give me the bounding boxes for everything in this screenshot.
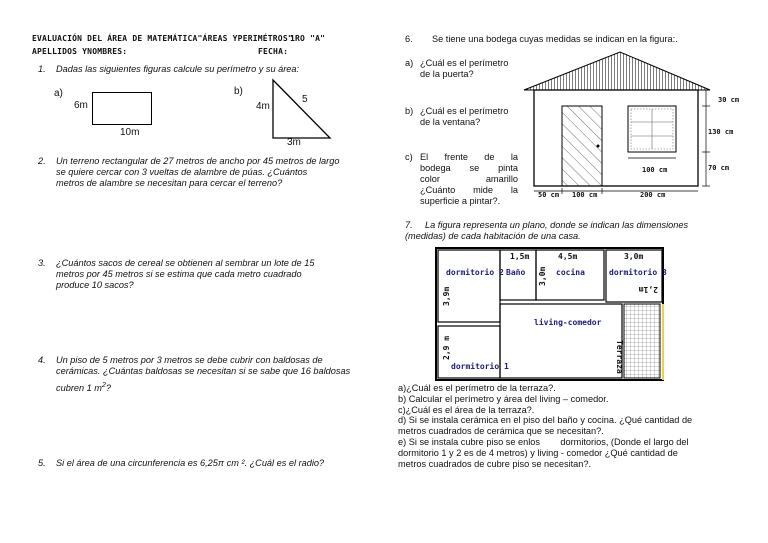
room-terraza: Terraza [615, 340, 624, 374]
q4-number: 4. [38, 355, 46, 365]
q7-item-d2: metros cuadrados de cerámica que se necesitan?. [398, 426, 604, 437]
room-dormitorio-2: dormitorio 2 [446, 268, 504, 277]
q5-text: Si el área de una circunferencia es 6,25π cm ². ¿Cuál es el radio? [56, 458, 325, 468]
q7-number: 7. [405, 220, 413, 230]
dim-200cm: 200 cm [640, 191, 666, 199]
q1-number: 1. [38, 64, 46, 74]
dim-3-9m: 3,9m [442, 286, 451, 306]
q5-number: 5. [38, 458, 46, 468]
q7-item-a: a)¿Cuál es el perímetro de la terraza?. [398, 383, 556, 393]
grade-label: 1RO "A" [290, 34, 326, 43]
q6c-label: c) [405, 152, 413, 162]
q4-text: Un piso de 5 metros por 3 metros se debe cubrir con baldosas de cerámicas. ¿Cuántas baldosas se necesitan si se sabe que 16 baldosas cubren 1 $m^2$? [56, 355, 351, 394]
q6a-text: ¿Cuál es el perímetro de la puerta? [420, 58, 509, 79]
q6b-text: ¿Cuál es el perímetro de la ventana? [420, 106, 509, 127]
dim-2-9m: 2,9 m [442, 335, 451, 360]
q6c-text: El frente de la bodega se pinta color amarillo ¿Cuánto mide la superficie a pintar?. [420, 152, 518, 206]
q7-item-e2: dormitorio 1 y 2 es de 4 metros) y living - comedor ¿Qué cantidad de [398, 447, 678, 458]
dim-3-0m-top: 3,0m [624, 252, 644, 261]
fig-b-height: 4m [256, 101, 270, 112]
names-label: APELLIDOS YNOMBRES: [32, 47, 128, 56]
q7-item-e: e) Si se instala cubre piso se enlos dormitorios, (Donde el largo del [398, 436, 689, 447]
rectangle-figure [92, 92, 152, 125]
room-bano: Baño [506, 268, 526, 277]
exam-title: EVALUACIÓN DEL ÁREA DE MATEMÁTICA"ÁREAS YPERIMÉTROS" [32, 34, 293, 43]
q6-number: 6. [405, 34, 413, 44]
q7-item-e3: metros cuadrados de cubre piso se necesitan?. [398, 458, 592, 469]
room-living-comedor: living-comedor [534, 318, 602, 327]
q3-number: 3. [38, 258, 46, 268]
warehouse-drawing [520, 48, 764, 203]
q6b-label: b) [405, 106, 414, 116]
right-triangle-figure [268, 78, 336, 142]
dim-3-0m-vertical: 3,0m [538, 266, 547, 286]
fig-a-label: a) [54, 88, 63, 99]
q6-text: Se tiene una bodega cuyas medidas se indican en la figura:. [432, 34, 678, 44]
dim-130cm: 130 cm [708, 128, 734, 136]
q7-text: La figura representa un plano, donde se indican las dimensiones (medidas) de cada habitación de una casa. [405, 220, 689, 241]
room-cocina: cocina [556, 268, 585, 277]
room-dormitorio-3: dormitorio 3 [609, 268, 667, 277]
room-dormitorio-1: dormitorio 1 [451, 362, 509, 371]
fig-b-base: 3m [287, 137, 301, 148]
dim-1-5m: 1,5m [510, 252, 530, 261]
q1-text: Dadas las siguientes figuras calcule su perímetro y su área: [56, 64, 300, 74]
fig-b-label: b) [234, 86, 243, 97]
q2-text: Un terreno rectangular de 27 metros de ancho por 45 metros de largo se quiere cercar con 3 vueltas de alambre de púas. ¿Cuántos metros de alambre se necesitan para cercar el terreno? [56, 156, 340, 188]
q6a-label: a) [405, 58, 414, 68]
q3-text: ¿Cuántos sacos de cereal se obtienen al sembrar un lote de 15 metros por 45 metros si se estima que cada metro cuadrado produce 10 sacos? [56, 258, 315, 290]
q7-item-d: d) Si se instala cerámica en el piso del baño y cocina. ¿Qué cantidad de [398, 415, 693, 426]
fig-a-height: 6m [74, 100, 88, 111]
fig-b-hypotenuse: 5 [302, 94, 308, 105]
dim-2-1m: 2,1m [638, 285, 658, 294]
date-label: FECHA: [258, 47, 289, 56]
dim-4-5m: 4,5m [558, 252, 578, 261]
q7-subquestions [398, 383, 728, 469]
q7-item-c: c)¿Cuál es el área de la terraza?. [398, 404, 535, 415]
q2-number: 2. [38, 156, 46, 166]
dim-100cm-window: 100 cm [642, 166, 668, 174]
dim-50cm: 50 cm [538, 191, 560, 199]
q7-item-b: b) Calcular el perímetro y área del living – comedor. [398, 393, 609, 404]
dim-30cm: 30 cm [718, 96, 740, 104]
dim-70cm: 70 cm [708, 164, 730, 172]
fig-a-width: 10m [120, 127, 140, 138]
dim-100cm-door: 100 cm [572, 191, 598, 199]
